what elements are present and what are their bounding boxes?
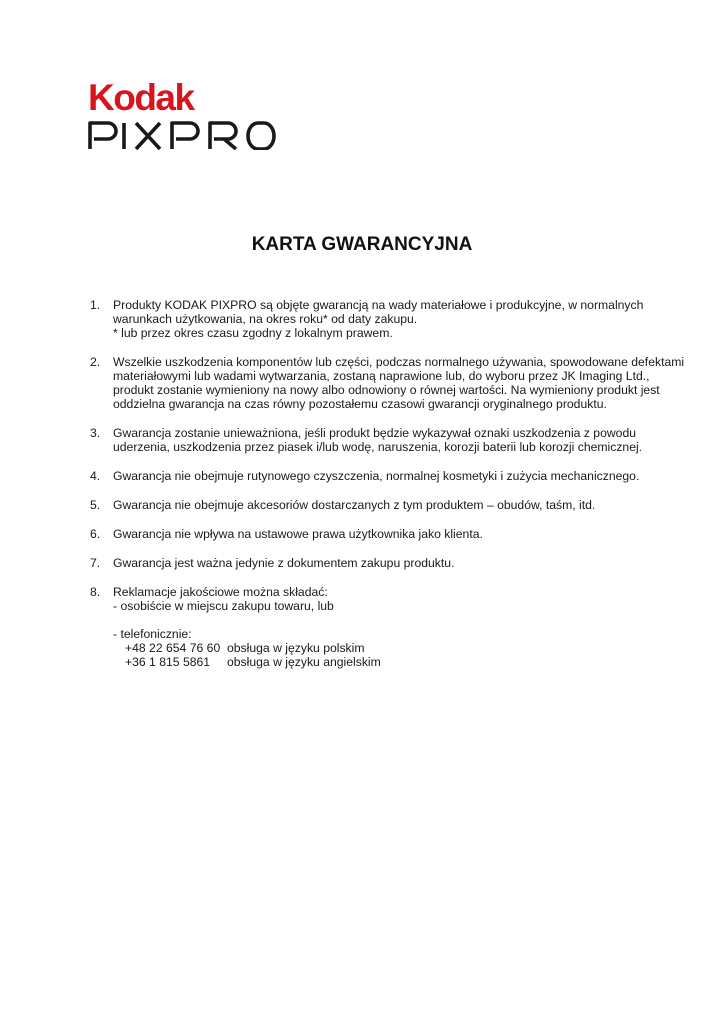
- item-text-line: Gwarancja nie wpływa na ustawowe prawa użytkownika jako klienta.: [113, 527, 483, 541]
- list-item: [90, 426, 670, 454]
- item-number: 5.: [90, 498, 101, 512]
- spacer: [113, 613, 670, 627]
- item-text-line: produkt zostanie wymieniony na nowy albo odnowiony o równej wartości. Na wymieniony produkt jest: [113, 383, 660, 397]
- list-item: [90, 498, 670, 512]
- item-number: 2.: [90, 355, 101, 369]
- item-text-line: warunkach użytkowania, na okres roku* od daty zakupu.: [113, 312, 418, 326]
- complaints-option-personal: - osobiście w miejscu zakupu towaru, lub: [113, 599, 334, 613]
- item-text-line: Produkty KODAK PIXPRO są objęte gwarancją na wady materiałowe i produkcyjne, w normalnych: [113, 298, 644, 312]
- item-number: 7.: [90, 556, 101, 570]
- item-text-line: uderzenia, uszkodzenia przez piasek i/lub wodę, naruszenia, korozji baterii lub korozji chemicznej.: [113, 440, 643, 454]
- item-text-line: materiałowymi lub wadami wytwarzania, zostaną naprawione lub, do wyboru przez JK Imaging Ltd.,: [113, 369, 650, 383]
- item-footnote: * lub przez okres czasu zgodny z lokalnym prawem.: [113, 326, 393, 340]
- pixpro-wordmark: [88, 120, 288, 150]
- item-number: 1.: [90, 298, 101, 312]
- phone-description: obsługa w języku polskim: [227, 641, 365, 655]
- kodak-pixpro-logo: [88, 78, 288, 150]
- list-item: [90, 298, 670, 340]
- phone-row-polish: [113, 641, 670, 655]
- phone-number: +48 22 654 76 60: [125, 641, 221, 655]
- item-number: 6.: [90, 527, 101, 541]
- warranty-terms-list: [90, 298, 685, 684]
- kodak-wordmark: Kodak: [88, 77, 194, 118]
- item-text-line: Gwarancja nie obejmuje akcesoriów dostarczanych z tym produktem – obudów, taśm, itd.: [113, 498, 596, 512]
- item-text-line: Gwarancja jest ważna jedynie z dokumentem zakupu produktu.: [113, 556, 455, 570]
- complaints-intro: Reklamacje jakościowe można składać:: [113, 585, 328, 599]
- list-item: [90, 355, 685, 411]
- document-title: KARTA GWARANCYJNA: [251, 234, 473, 255]
- list-item: [90, 556, 670, 570]
- item-number: 4.: [90, 469, 101, 483]
- item-text-line: Wszelkie uszkodzenia komponentów lub części, podczas normalnego używania, spowodowane defektami: [113, 355, 685, 369]
- phone-number: +36 1 815 5861: [125, 655, 211, 669]
- item-number: 3.: [90, 426, 101, 440]
- complaints-item: [90, 585, 670, 669]
- item-text-line: Gwarancja zostanie unieważniona, jeśli produkt będzie wykazywał oznaki uszkodzenia z powodu: [113, 426, 636, 440]
- item-number: 8.: [90, 585, 101, 599]
- item-text-line: Gwarancja nie obejmuje rutynowego czyszczenia, normalnej kosmetyki i zużycia mechanicznego.: [113, 469, 640, 483]
- item-text-line: oddzielna gwarancja na czas równy pozostałemu czasowi gwarancji oryginalnego produktu.: [113, 397, 607, 411]
- pixpro-wordmark-graphic: [88, 120, 278, 150]
- phone-row-english: [113, 655, 670, 669]
- list-item: [90, 469, 670, 483]
- list-item: [90, 527, 670, 541]
- phone-description: obsługa w języku angielskim: [227, 655, 381, 669]
- complaints-option-phone: - telefonicznie:: [113, 627, 192, 641]
